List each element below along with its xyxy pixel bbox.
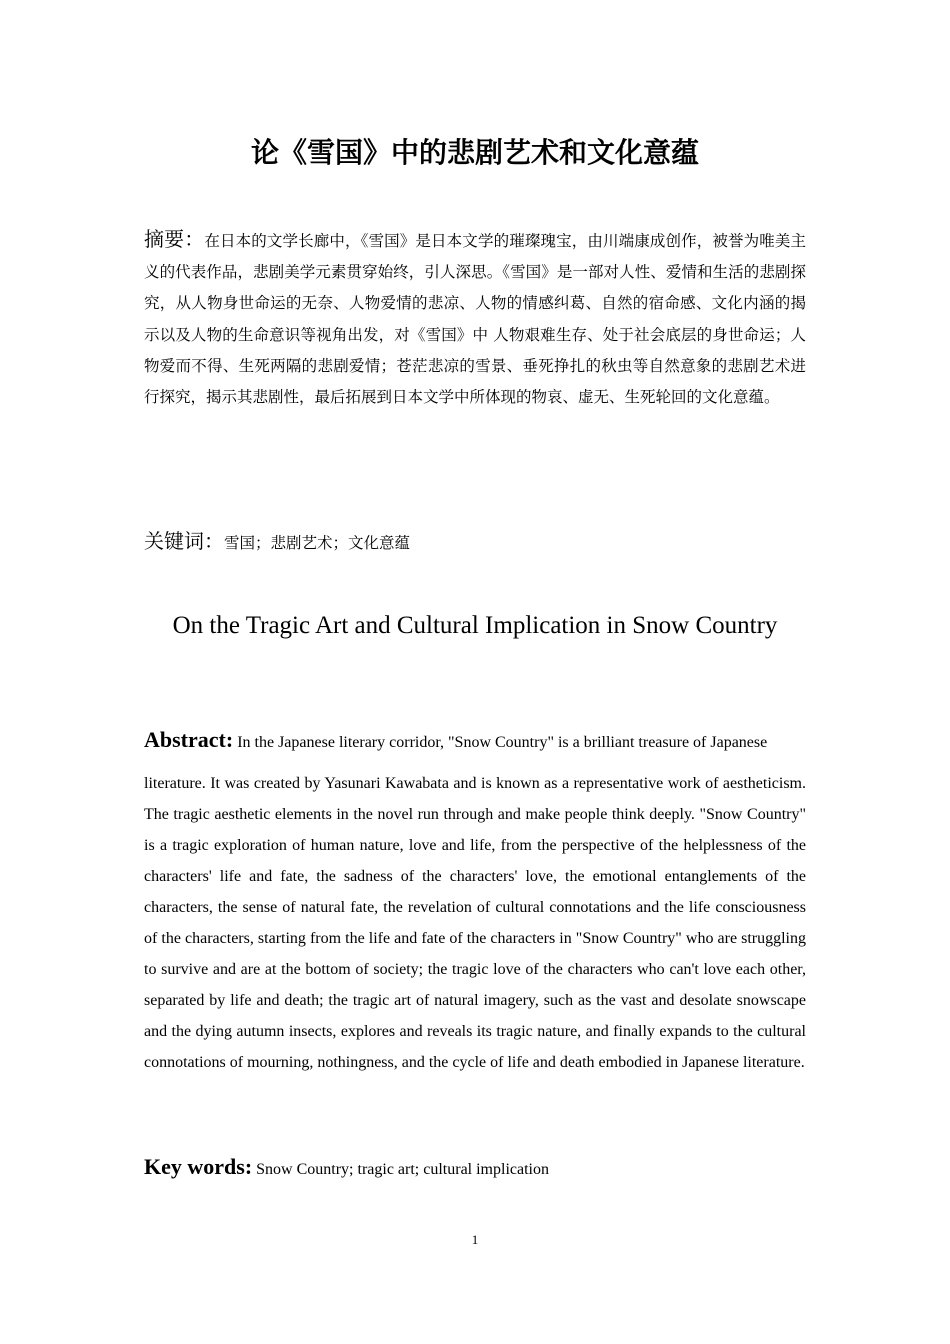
chinese-abstract-text: 在日本的文学长廊中，《雪国》是日本文学的璀璨瑰宝，由川端康成创作，被誉为唯美主义的代表作品，悲剧美学元素贯穿始终，引人深思。《雪国》是一部对人性、爱情和生活的悲剧探究，从人物身世命运的无奈、人物爱情的悲凉、人物的情感纠葛、自然的宿命感、文化内涵的揭示以及人物的生命意识等视角出发，对《雪国》中 人物艰难生存、处于社会底层的身世命运；人物爱而不得、生死两隔的悲剧爱情；苍茫悲凉的雪景、垂死挣扎的秋虫等自然意象的悲剧艺术进行探究，揭示其悲剧性，最后拓展到日本文学中所体现的物哀、虚无、生死轮回的文化意蕴。 <box>144 232 806 407</box>
chinese-abstract-label: 摘要： <box>144 227 205 251</box>
english-keywords-label: Key words: <box>144 1154 253 1179</box>
english-abstract-label: Abstract: <box>144 727 234 752</box>
chinese-abstract <box>144 224 806 413</box>
english-abstract <box>144 724 806 1078</box>
chinese-title: 论《雪国》中的悲剧艺术和文化意蕴 <box>250 136 699 169</box>
chinese-keywords <box>144 524 806 560</box>
english-title: On the Tragic Art and Cultural Implication in Snow Country <box>172 612 778 639</box>
english-abstract-first-line <box>144 724 806 758</box>
english-keywords-text: Snow Country; tragic art; cultural implication <box>256 1161 549 1178</box>
page-number: 1 <box>471 1232 479 1247</box>
english-abstract-text: literature. It was created by Yasunari Kawabata and is known as a representative work of aestheticism. The tragic aesthetic elements in the novel run through and make people think deeply. "Snow Country" is a tragic exploration of human nature, love and life, from the perspective of the helplessness of the characters' life and fate, the sadness of the characters' love, the emotional entanglements of the characters, the sense of natural fate, the revelation of cultural connotations and the life consciousness of the characters, starting from the life and fate of the characters in "Snow Country" who are struggling to survive and are at the bottom of society; the tragic love of the characters who can't love each other, separated by life and death; the tragic art of natural imagery, such as the vast and desolate snowscape and the dying autumn insects, explores and reveals its tragic nature, and finally expands to the cultural connotations of mourning, nothingness, and the cycle of life and death embodied in Japanese literature. <box>144 775 806 1071</box>
chinese-keywords-label: 关键词： <box>144 529 224 553</box>
chinese-keywords-text: 雪国；悲剧艺术；文化意蕴 <box>224 534 411 552</box>
english-abstract-lead-text: In the Japanese literary corridor, "Snow Country" is a brilliant treasure of Japanese <box>237 734 768 751</box>
english-keywords <box>144 1150 806 1187</box>
